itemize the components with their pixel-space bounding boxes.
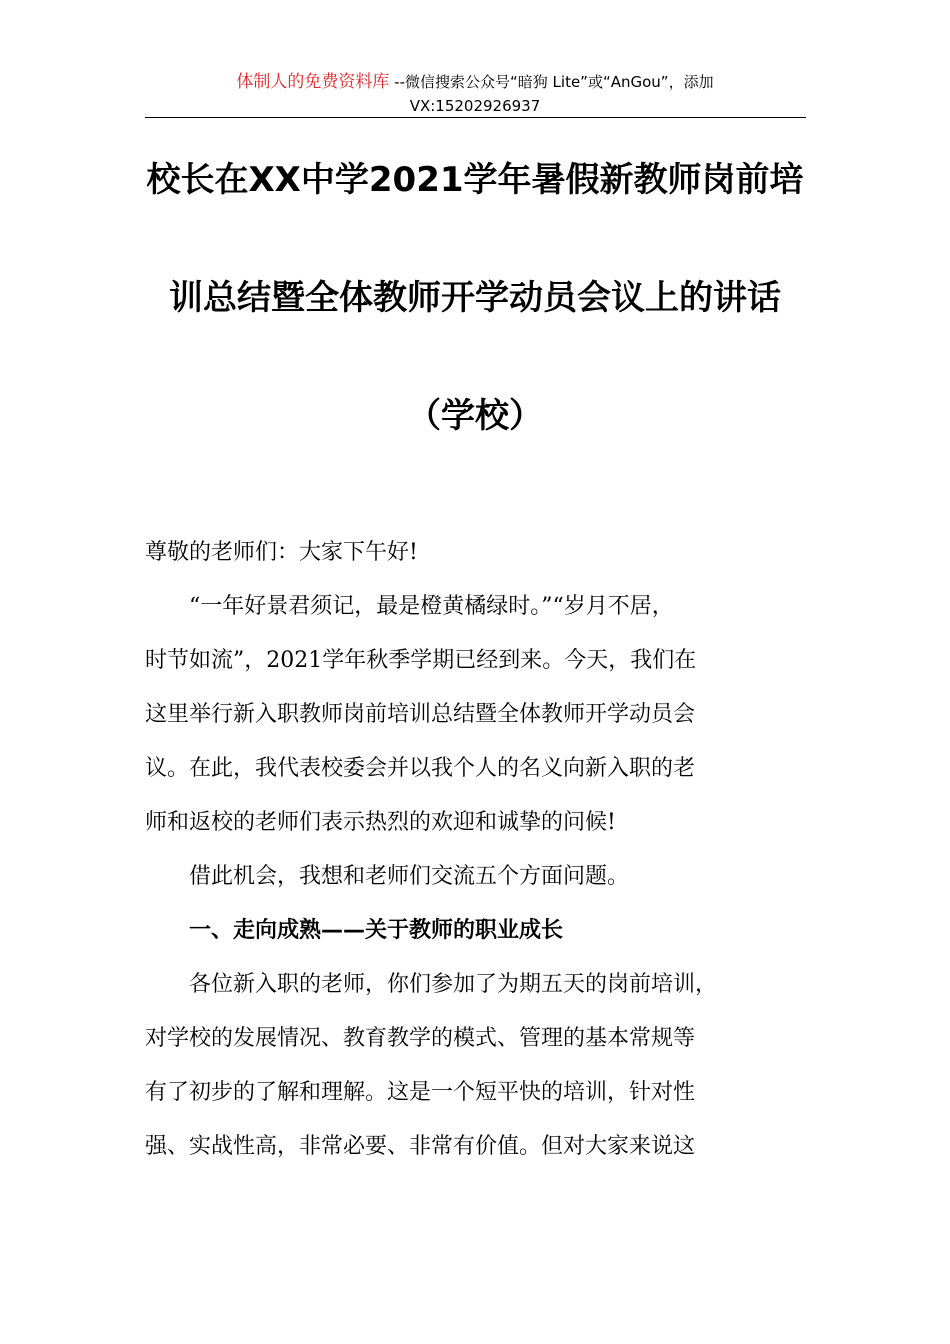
header-brand: 体制人的免费资料库	[236, 72, 390, 92]
paragraph-1-line: 时节如流”，2021学年秋季学期已经到来。今天，我们在	[145, 648, 697, 673]
paragraph-3-line: 对学校的发展情况、教育教学的模式、管理的基本常规等	[145, 1026, 696, 1051]
paragraph-1-line: 这里举行新入职教师岗前培训总结暨全体教师开学动员会	[145, 702, 696, 727]
document-title-line-3: （学校）	[407, 396, 543, 436]
document-title-line-2: 训总结暨全体教师开学动员会议上的讲话	[169, 278, 781, 318]
paragraph-3-line: 有了初步的了解和理解。这是一个短平快的培训，针对性	[145, 1080, 696, 1105]
section-heading-1: 一、走向成熟——关于教师的职业成长	[189, 918, 564, 943]
paragraph-2: 借此机会，我想和老师们交流五个方面问题。	[189, 864, 630, 889]
paragraph-3-line: 各位新入职的老师，你们参加了为期五天的岗前培训，	[189, 972, 718, 997]
paragraph-1-line: “一年好景君须记，最是橙黄橘绿时。”“岁月不居，	[189, 594, 674, 619]
header-wechat-text: --微信搜索公众号“暗狗 Lite”或“AnGou”，添加	[389, 73, 714, 91]
paragraph-1	[145, 580, 805, 850]
header-divider	[145, 117, 806, 118]
paragraph-3	[145, 958, 805, 1174]
header-line-2: VX:15202926937	[409, 97, 541, 115]
header-line-1	[145, 70, 805, 94]
paragraph-3-line: 强、实战性高，非常必要、非常有价值。但对大家来说这	[145, 1134, 696, 1159]
document-title-line-1: 校长在XX中学2021学年暑假新教师岗前培	[146, 160, 804, 200]
paragraph-1-line: 议。在此，我代表校委会并以我个人的名义向新入职的老	[145, 756, 696, 781]
paragraph-1-line: 师和返校的老师们表示热烈的欢迎和诚挚的问候!	[145, 810, 616, 835]
greeting: 尊敬的老师们：大家下午好!	[145, 540, 418, 565]
page-header	[145, 70, 805, 118]
